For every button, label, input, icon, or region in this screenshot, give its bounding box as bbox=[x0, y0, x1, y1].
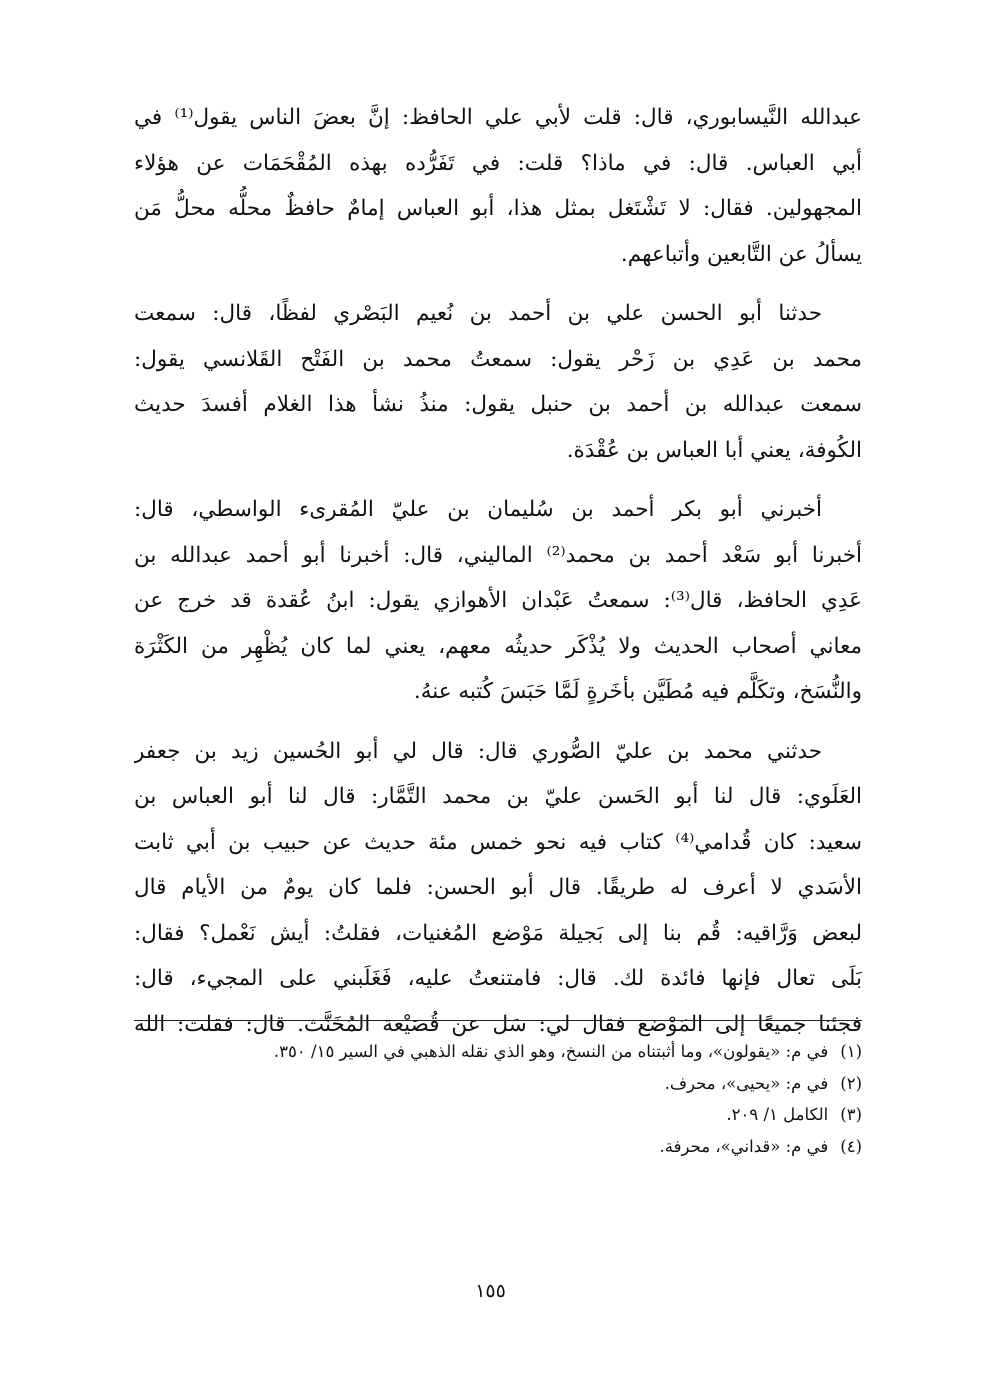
text-line: معاني أصحاب الحديث ولا يُذْكَر حديثُه معهم، يعني لما كان يُظْهِر من الكَثْرَة bbox=[134, 633, 862, 659]
text-line: أخبرنا أبو سَعْد أحمد بن محمد⁽²⁾ الماليني، قال: أخبرنا أبو أحمد عبدالله بن bbox=[134, 542, 862, 568]
text-line: حدثنا أبو الحسن علي بن أحمد بن نُعيم البَصْري لفظًا، قال: سمعت bbox=[134, 301, 822, 326]
text-line: يسألُ عن التَّابعين وأتباعهم. bbox=[620, 241, 862, 267]
text-line: الكُوفة، يعني أبا العباس بن عُقْدَة. bbox=[566, 437, 862, 463]
footnote-number: (١) bbox=[840, 1042, 862, 1061]
text-line: المجهولين. فقال: لا تَشْتَغل بمثل هذا، أبو العباس إمامٌ حافظٌ محلُّه محلُّ مَن bbox=[134, 196, 862, 221]
text-line: والنُّسَخ، وتكَلَّم فيه مُطَيَّن بأخَرةٍ لَمَّا حَبَسَ كُتبه عنهُ. bbox=[413, 679, 862, 704]
text-line: محمد بن عَدِي بن زَحْر يقول: سمعتُ محمد بن الفَتْح القَلانسي يقول: bbox=[134, 346, 862, 372]
paragraph-1 bbox=[134, 95, 862, 277]
footnote-number: (٢) bbox=[840, 1073, 862, 1093]
text-line: عَدِي الحافظ، قال⁽³⁾: سمعتُ عَبْدان الأهوازي يقول: ابنُ عُقدة قد خرج عن bbox=[134, 588, 862, 613]
footnote-1 bbox=[134, 1036, 862, 1068]
text-line: عبدالله النَّيسابوري، قال: قلت لأبي علي الحافظ: إنَّ بعضَ الناس يقول⁽¹⁾ في bbox=[134, 105, 862, 130]
footnote-text: الكامل ١/ ٢٠٩. bbox=[726, 1105, 829, 1124]
footnote-3 bbox=[134, 1099, 862, 1131]
footnote-4 bbox=[134, 1131, 862, 1163]
text-line: لبعض وَرَّاقيه: قُم بنا إلى بَجيلة مَوْضع المُغنيات، فقلتُ: أيش نَعْمل؟ فقال: bbox=[134, 920, 862, 946]
footnote-text: في م: «يحيى»، محرف. bbox=[664, 1073, 829, 1093]
paragraph-4 bbox=[134, 729, 862, 1048]
footnote-number: (٤) bbox=[840, 1136, 862, 1156]
text-line: أخبرني أبو بكر أحمد بن سُليمان بن عليّ المُقرىء الواسطي، قال: bbox=[134, 497, 822, 522]
footnote-text: في م: «يقولون»، وما أثبتناه من النسخ، وهو الذي نقله الذهبي في السير ١٥/ ٣٥٠. bbox=[273, 1042, 829, 1061]
footnotes bbox=[134, 1036, 862, 1162]
page-number: ١٥٥ bbox=[475, 1280, 506, 1302]
text-line: سعيد: كان قُدامي⁽⁴⁾ كتاب فيه نحو خمس مئة حديث عن حبيب بن أبي ثابت bbox=[134, 829, 862, 855]
main-text bbox=[134, 95, 862, 1061]
footnote-divider bbox=[134, 1020, 862, 1021]
text-line: الأسَدي لا أعرف له طريقًا. قال أبو الحسن: فلما كان يومٌ من الأيام قال bbox=[134, 875, 862, 900]
text-line: سمعت عبدالله بن أحمد بن حنبل يقول: منذُ نشأ هذا الغلام أفسدَ حديث bbox=[134, 392, 862, 417]
footnote-text: في م: «قداني»، محرفة. bbox=[659, 1136, 829, 1156]
text-line: العَلَوي: قال لنا أبو الحَسن عليّ بن محمد التَّمَّار: قال لنا أبو العباس بن bbox=[134, 784, 862, 809]
footnote-number: (٣) bbox=[840, 1105, 862, 1124]
text-line: أبي العباس. قال: في ماذا؟ قلت: في تَفَرُّده بهذه المُقْحَمَات عن هؤلاء bbox=[134, 150, 862, 176]
paragraph-2 bbox=[134, 291, 862, 473]
paragraph-3 bbox=[134, 487, 862, 715]
text-line: فجئنا جميعًا إلى المَوْضع فقال لي: سَل عن قُصَيْعة المُخَنَّث. قال: فقلت: الله bbox=[134, 1011, 862, 1037]
footnote-2 bbox=[134, 1068, 862, 1100]
text-line: بَلَى تعال فإنها فائدة لك. قال: فامتنعتُ عليه، فَغَلَبني على المجيء، قال: bbox=[134, 966, 862, 991]
text-line: حدثني محمد بن عليّ الصُّوري قال: قال لي أبو الحُسين زيد بن جعفر bbox=[134, 738, 822, 764]
